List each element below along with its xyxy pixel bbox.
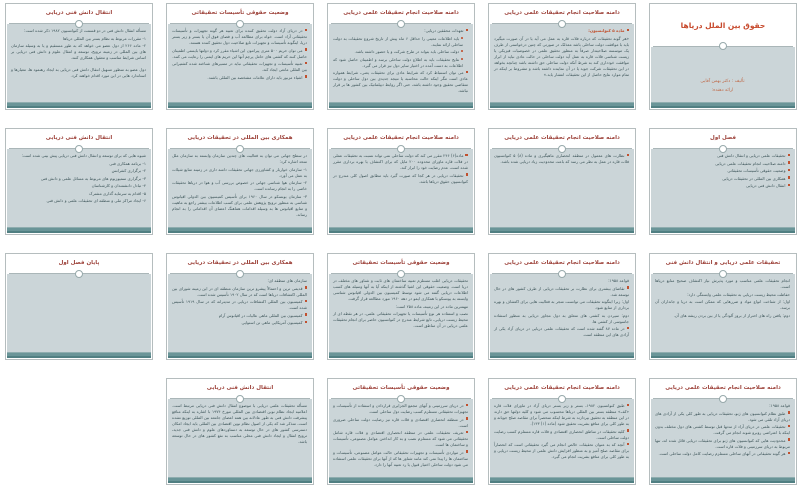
slide-footer-bar	[329, 352, 473, 358]
slide-thumbnail-2[interactable]	[488, 3, 636, 110]
divider-circle-icon	[719, 395, 727, 403]
bullet-marker-icon	[305, 300, 308, 303]
body-line	[333, 278, 468, 302]
bullet-marker-icon	[305, 313, 308, 316]
slide-footer-bar	[651, 477, 795, 483]
bullet-marker-icon	[627, 154, 630, 157]
slide-title: دامنه صلاحیت انجام تحقیقات علمی دریایی	[504, 260, 620, 267]
body-line	[655, 403, 790, 409]
body-text: در سطح جهانی می توان به فعالیت های چندین سازمان وابسته به سازمان ملل متحد اشاره کرد:	[172, 153, 307, 164]
body-line	[494, 403, 629, 427]
body-line	[172, 313, 307, 319]
slide-footer-bar	[490, 227, 634, 233]
body-text: تعبیه تأسیسات و تجهیزات تحقیقاتی نباید در مسیرهای شناخته شده کشتیرانی بین المللی مانعی ایجاد کند.	[172, 61, 307, 72]
body-line	[333, 450, 468, 468]
slide-footer-bar	[7, 227, 151, 233]
slide-thumbnail-13[interactable]	[327, 253, 475, 360]
body-text: تحقیقات علمی در دریای آزاد از مدتها قبل توسط کشتی های دول مختلف بدون اینکه با اعتراضی روبرو شوند انجام می گرفت.	[655, 424, 790, 435]
body-line	[655, 278, 790, 290]
body-line	[333, 57, 468, 69]
body-text: همکاری بین المللی در تحقیقات دریایی	[722, 175, 786, 181]
divider-circle-icon	[558, 20, 566, 28]
body-text: انجام تحقیقات علمی مناسب و مورد پذیرش نیاز اکتشاف صحیح منابع دریاها است.	[655, 278, 790, 289]
body-line	[172, 153, 307, 165]
slide-body	[329, 24, 473, 102]
body-text: قواعد ۱۹۵۸:	[769, 403, 790, 408]
slide-body	[168, 149, 312, 227]
body-text: اول: زیرا اینگونه تحقیقات می توانست منجر به فعالیت هایی برای اکتشاف و بهره برداری از منابع شود.	[494, 299, 629, 310]
body-line	[333, 430, 468, 448]
body-text: باید اطلاعات معینی را حداقل ۶ ماه پیش از تاریخ شروع تحقیقات به دولت ساحلی ارائه نمایند.	[333, 35, 463, 47]
slide-footer-bar	[168, 102, 312, 108]
slide-title: همکاری بین المللی در تحقیقات دریایی	[187, 260, 293, 267]
bullet-marker-icon	[788, 154, 791, 157]
bullet-marker-icon	[788, 438, 791, 441]
bullet-marker-icon	[627, 29, 630, 32]
divider-circle-icon	[558, 145, 566, 153]
body-text: دوم: یافتن راه های احتراز از بروز آلودگی یا از بین بردن ریشه های آن.	[673, 312, 790, 318]
slide-title: دامنه صلاحیت انجام تحقیقات علمی دریایی	[665, 385, 781, 392]
body-text: تعهدات محققین دریایی:	[424, 28, 464, 33]
slide-body	[7, 149, 151, 227]
body-text: در مواردی تأسیسات و تجهیزات تحقیقاتی حالت عوامل مصنوعی، تأسیسات و ساختمان ها را پیدا نمی کند مانند شناور ها که از آنها برای تحقیقات علمی استفاده می شود دولت ساحلی اختیار قبول یا رد تعبیه آنها را دارد.	[333, 449, 468, 467]
bullet-marker-icon	[627, 286, 630, 289]
slide-title: انتقال دانش فنی دریایی	[45, 135, 113, 142]
body-text: محدودیت هایی که کنوانسیون های ژنو برای تحقیقات دریایی قائل شده اند، تنها مربوط به دریای سرزمینی و فلات قاره است.	[655, 437, 790, 449]
divider-circle-icon	[558, 270, 566, 278]
slide-body	[490, 24, 634, 102]
body-text: در دریای سرزمینی و آبهای مجمع الجزایری قراردادن و استفاده از تأسیسات و تجهیزات تحقیقاتی مستلزم کسب رضایت دول ساحلی است.	[333, 403, 468, 414]
slide-title: دامنه صلاحیت انجام تحقیقات علمی دریایی	[343, 10, 459, 17]
body-line	[494, 429, 629, 441]
body-text: تحقیقات دریایی در هر کجا که صورت گیرد باید مطابق اصول کلی مندرج در کنوانسیون حقوق دریاها باشد.	[333, 172, 468, 184]
body-line	[655, 451, 790, 457]
slide-body	[168, 399, 312, 477]
slide-body	[7, 274, 151, 352]
body-line	[172, 286, 307, 298]
body-text: طبق نظام کنوانسیون های ژنو، تحقیقات دریایی به طور کلی یکی از آزادی های دریای آزاد تلقی می شود.	[655, 410, 790, 422]
bullet-marker-icon	[305, 48, 308, 51]
slide-thumbnail-19[interactable]	[166, 378, 314, 485]
body-line	[172, 61, 307, 73]
body-text: ۲- ماده ۲۶۶ از دول عضو می خواهد که به طور مستقیم و یا به وسیله سازمان های بین المللی در زمینه ترویج، توسعه و انتقال علوم و دانش فنی دریایی بر اساس شرایط مناسب و معقول همکاری کنند.	[11, 43, 146, 60]
slide-body	[490, 149, 634, 227]
body-line	[655, 183, 790, 189]
slide-body	[651, 274, 795, 352]
bullet-marker-icon	[466, 417, 469, 420]
body-line	[494, 153, 629, 165]
body-text: ۵- اقدام به سرمایه گذاری مشترک	[89, 190, 146, 196]
body-line	[655, 313, 790, 319]
bullet-marker-icon	[461, 37, 463, 39]
body-line	[172, 299, 307, 311]
slide-footer-bar	[651, 227, 795, 233]
bullet-marker-icon	[466, 173, 469, 176]
body-line	[11, 36, 146, 42]
body-text: تعریف تحقیقات علمی در منطقه انحصاری اقتصادی و فلات قاره شامل تحقیقاتی می شود که مستلزم نصب و به کار انداختن عوامل مصنوعی، تأسیسات و ساختمان ها است.	[333, 430, 468, 447]
body-line	[172, 48, 307, 60]
divider-circle-icon	[558, 395, 566, 403]
slide-thumbnail-6[interactable]	[649, 128, 797, 235]
slide-footer-bar	[329, 102, 473, 108]
slide-thumbnail-16[interactable]	[649, 378, 797, 485]
slide-footer-bar	[168, 477, 312, 483]
body-line	[655, 424, 790, 436]
divider-circle-icon	[719, 270, 727, 278]
body-text: قدیمی ترین و احتمالاً پیشرو ترین سازمان منطقه ای در این زمینه شورای بین المللی اکتشافات دریاها است که در سال ۱۹۰۲ تأسیس شده است.	[172, 285, 307, 297]
subtitle-line: ارائه دهنده:	[711, 88, 734, 94]
body-text: آنچه که به عنوان تحقیقات خالص انجام می گیرد تحقیقاتی است که انحصاراً برای مقاصد صلح آمیز و به منظور افزایش دانش علمی از محیط زیست دریایی و به طور کلی برای منافع بشریت انجام می گیرد.	[494, 442, 629, 459]
body-text: دول عضو به منظور تسهیل انتقال دانش فنی دریایی به ایجاد رهنمود ها، معیارها و استاندارد هایی در این مورد اقدام خواهند کرد.	[11, 67, 146, 78]
slide-thumbnail-14[interactable]	[166, 253, 314, 360]
bullet-marker-icon	[627, 327, 630, 330]
body-text: ۲- برگزاری کنفرانس	[111, 168, 146, 173]
body-text: انتقال دانش فنی دریایی	[746, 183, 786, 188]
body-text: وضعیت حقوقی تأسیسات تحقیقاتی	[727, 168, 786, 173]
divider-circle-icon	[236, 270, 244, 278]
divider-circle-icon	[397, 20, 405, 28]
slide-body	[168, 24, 312, 102]
slide-title: دامنه صلاحیت انجام تحقیقات علمی دریایی	[504, 10, 620, 17]
body-text: اشیاء مزبور باید دارای علامات مشخصه بین المللی باشند.	[207, 74, 303, 80]
body-line	[172, 167, 307, 179]
slide-footer-bar	[651, 352, 795, 358]
divider-circle-icon	[236, 395, 244, 403]
bullet-marker-icon	[627, 404, 630, 407]
body-text: مسأله تحقیقات علمی دریایی با موضوع انتقال دانش فنی دریایی مرتبط است. اعلامیه ایجاد نظام نوین اقتصادی بین المللی مورخ ۱۹۷۴ با اشاره به اینکه منافع پیشرفت دانش فنی به طور عادلانه بین همه اعضای جامعه بین المللی توزیع نشده است، متذکر شد که یکی از اصول نظام نوین اقتصادی بین المللی باید ایجاد امکان دسترسی کشور های در حال توسعه به دستاوردهای علوم و دانش فنی جدید، ترویج انتقال و ایجاد دانش فنی محلی مناسب به نفع کشور های در حال توسعه باشد.	[172, 403, 307, 444]
bullet-marker-icon	[461, 50, 463, 52]
slide-body	[490, 399, 634, 477]
slide-thumbnail-18[interactable]	[327, 378, 475, 485]
body-line	[11, 198, 146, 204]
body-text: ۴- تبادل دانشمندان و کارشناسان	[91, 183, 146, 188]
slide-thumbnail-5[interactable]	[5, 3, 153, 110]
slide-footer-bar	[7, 102, 151, 108]
body-line	[172, 278, 307, 284]
body-line	[11, 183, 146, 189]
body-line	[11, 67, 146, 79]
body-line	[655, 292, 790, 298]
body-text: در ماده ۸۷ گفته شده است که تحقیقات علمی دریایی در دریای آزاد یکی از آزادی های این منطقه است.	[494, 326, 629, 337]
body-text: مهمترین ماده در این زمینه، ماده ۲۵۸ است:	[395, 303, 468, 309]
divider-circle-icon	[397, 145, 405, 153]
body-text: کمیسیون آمریکایی ماهی تن استوایی	[241, 320, 303, 325]
body-text: تحقیقات دریایی اغلب مستلزم تعبیه ساختمان های ثابت و شناور های مختلف در دریا است. وضعیت حقوقی این اشیا گذشته از اینکه آیا به آنها وسیله های کسب اطلاعات دریایی گفته می شود توسط کمیسیون بین الدولی اقیانوس شناسی وابسته به یونسکو با همکاری ایمو در دهه ۱۹۶۰ مورد مطالعه قرار گرفت.	[333, 278, 468, 301]
body-line	[655, 153, 790, 159]
bullet-marker-icon	[466, 29, 469, 32]
bullet-marker-icon	[788, 161, 791, 164]
body-line	[655, 168, 790, 174]
body-text: سازمان های منطقه ای:	[267, 278, 307, 283]
slide-footer-bar	[329, 227, 473, 233]
slide-title: دامنه صلاحیت انجام تحقیقات علمی دریایی	[504, 385, 620, 392]
body-text: ماده(۶) ۲۴۶ مقرر می کند که دولت ساحلی نمی تواند نسبت به تحقیقات عملی در فلات قاره ماورای محدوده ۲۰۰ مایل که برای اکتشاف یا بهره برداری مقرر شده است، عدم رضایت خود را ابراز کند.	[333, 153, 468, 170]
body-text: دامنه صلاحیت انجام تحقیقات علمی دریایی	[715, 160, 786, 166]
body-text: ۱- برنامه همکاری فنی	[109, 160, 146, 166]
body-text: می توان حریم ۵۰۰ متری پیرامون این اشیاء مقرر کرد و دولتها بایستی اطمینان حاصل کنند که کشتی های حامل پرچم آنها این حریم های ایمنی را رعایت می کنند.	[172, 47, 307, 59]
body-text: در دریای آزاد دولت تحقیق کننده برای تعبیه هر گونه تجهیزات و تأسیسات تحقیقاتی آزاد است. خواه برای مطالعه آب و فضای فوق آن یا بستر و زیر بستر دریا، اینگونه تأسیسات و تجهیزات تابع صلاحیت دول تحقیق کننده هستند.	[172, 28, 307, 45]
slide-title: دامنه صلاحیت انجام تحقیقات علمی دریایی	[504, 135, 620, 142]
bullet-marker-icon	[627, 443, 630, 446]
body-line	[172, 75, 307, 81]
slide-body	[329, 274, 473, 352]
body-line	[333, 417, 468, 429]
body-line	[333, 70, 468, 94]
body-text: می توان استنباط کرد که شرایط عادی برای تحقیقات یعنی، شرایط همواره عادی است مگر اینکه حالت محاسبه یا نتیجه جدیدی بین دول ساحلی و دولت متقاضی تحقیق وجود داشته باشد، حتی اگر روابط دیپلماتیک بین کشور ها بر قرار نباشد.	[333, 70, 468, 93]
body-text: دوم: سپردن به کشتی های متعلق به دول مجاور دریایی به منظور استفاده جاسوسی از کشتی ها.	[494, 312, 629, 324]
bullet-marker-icon	[466, 431, 469, 434]
body-text: کمیسیون بین المللی ماهی عالیات در اقیانوس آرام	[218, 312, 303, 318]
slide-footer-bar	[329, 477, 473, 483]
body-line	[655, 161, 790, 167]
slide-title: وضعیت حقوقی تأسیسات تحقیقاتی	[352, 260, 450, 267]
slide-thumbnail-8[interactable]	[327, 128, 475, 235]
bullet-marker-icon	[465, 154, 468, 157]
body-line	[11, 176, 146, 182]
slide-footer-bar	[490, 102, 634, 108]
body-text: ۱- مقررات مربوط به نظام بستر بین المللی دریاها	[63, 35, 146, 41]
body-line	[11, 191, 146, 197]
bullet-marker-icon	[305, 29, 308, 32]
body-line	[333, 173, 468, 185]
body-line	[11, 43, 146, 61]
slide-thumbnail-15[interactable]	[5, 253, 153, 360]
body-text: مسأله انتقال دانش فنی در دو قسمت از کنوانسیون ۱۹۸۲ ذکر شده است:	[24, 28, 146, 33]
body-line	[333, 403, 468, 415]
slide-title: وضعیت حقوقی تأسیسات تحقیقاتی	[352, 385, 450, 392]
divider-circle-icon	[75, 270, 83, 278]
body-line	[655, 438, 790, 450]
body-text: شیوه هایی که برای توسعه و انتقال دانش فنی دریایی پیش بینی شده است:	[21, 153, 146, 158]
body-line	[11, 161, 146, 167]
body-text: تقاضای بیشتری برای نظارت بر تحقیقات دریایی از طرف کشور های در حال توسعه شد.	[494, 285, 629, 297]
body-text: کمیسیون بین المللی اکتشافات دریایی در مدیترانه که در سال ۱۹۱۹ تأسیس شده است.	[172, 299, 307, 310]
divider-circle-icon	[75, 20, 83, 28]
body-text: ۳- سازمان یونسکو در سال ۱۹۶۰ برای تأسیس کمیسیون بین الدولی اقیانوس شناسی به منظور ترویج پژوهش علمی برای کسب اطلاعات بیشتر راجع به ماهیت و منابع اقیانوس ها به وسیله اقدامات هماهنگ اعضای آن اقداماتی را به انجام رساند.	[172, 193, 307, 217]
slide-footer-bar	[168, 352, 312, 358]
body-text: هر گونه تحقیقاتی در آبهای ساحلی مستلزم رضایت کامل دولت ساحلی است.	[658, 451, 786, 456]
body-line	[333, 36, 468, 48]
slide-title: تحقیقات علمی دریایی و انتقال دانش فنی	[665, 260, 781, 267]
body-line	[172, 194, 307, 218]
slide-footer-bar	[490, 477, 634, 483]
slide-thumbnail-3[interactable]	[327, 3, 475, 110]
divider-circle-icon	[719, 145, 727, 153]
slide-body	[329, 399, 473, 477]
slide-body	[490, 274, 634, 352]
divider-circle-icon	[397, 270, 405, 278]
bullet-marker-icon	[466, 404, 469, 407]
slide-title: پایان فصل اول	[58, 260, 100, 267]
slide-footer-bar	[651, 102, 795, 108]
bullet-marker-icon	[788, 411, 791, 414]
slide-thumbnail-17[interactable]	[488, 378, 636, 485]
body-text: دولت ساحلی باید بتواند در طرح شرکت و یا حضور داشته باشد.	[354, 49, 460, 54]
bullet-marker-icon	[305, 321, 308, 324]
slide-footer-bar	[490, 352, 634, 358]
divider-circle-icon	[397, 395, 405, 403]
slide-title: انتقال دانش فنی دریایی	[206, 385, 274, 392]
bullet-marker-icon	[788, 176, 791, 179]
slide-thumbnail-9[interactable]	[166, 128, 314, 235]
body-text: ۳- برگزاری سمپوزیوم های مربوط به مسائل علمی و دانش فنی	[40, 175, 146, 181]
body-line	[494, 278, 629, 284]
slide-body	[651, 149, 795, 227]
body-text: کلیه تحقیقات در مناطق انحصاری اقتصادی و فلات قاره مستلزم کسب رضایت دولت ساحلی است.	[494, 428, 629, 440]
slide-title: دامنه صلاحیت انجام تحقیقات علمی دریایی	[343, 135, 459, 142]
body-line	[333, 311, 468, 329]
body-text: در منطقه انحصاری اقتصادی و فلات قاره نیز رضایت دولت ساحلی ضروری است.	[333, 416, 468, 428]
body-line	[494, 286, 629, 298]
body-line	[172, 403, 307, 445]
body-text: ۲- سازمان هوا شناسی جهانی در خصوص بررسی آب و هوا در دریاها تحقیقات خاصی را به انجام رسانده است.	[172, 180, 307, 191]
slide-title: همکاری بین المللی در تحقیقات دریایی	[187, 135, 293, 142]
bullet-marker-icon	[461, 58, 463, 60]
body-text: اول: از شناخت انواع مواد و ضررهایی که ممکن است به دریا و جانداران آن برسد.	[655, 299, 790, 310]
body-text: حفاظت محیط زیست دریایی به تحقیقات علمی وابستگی دارد:	[687, 291, 790, 297]
body-line	[172, 320, 307, 326]
bullet-marker-icon	[788, 169, 791, 172]
body-text: نصب و استفاده هر نوع تأسیسات یا تجهیزات تحقیقاتی علمی، در هر نقطه ای از محیط زیست دریایی، تابع شرایط مندرج در کنوانسیون حاضر برای انجام تحقیقات علمی دریایی در آن مناطق است.	[333, 311, 468, 328]
body-line	[11, 153, 146, 159]
body-line	[172, 180, 307, 192]
body-text: ۱- سازمان خواربار و کشاورزی جهانی تحقیقات دامنه داری در زمینه منابع شیلات به عمل می آورد.	[172, 166, 307, 178]
slide-title: انتقال دانش فنی دریایی	[45, 10, 113, 17]
body-text: ۶- ایجاد مراکز ملی و منطقه ای تحقیقات علمی و دانش فنی	[46, 198, 146, 203]
body-text: «هر گونه تحقیقات که درباره فلات قاره به عمل می آید یا در آن صورت میگیرد باید با موافقت دولت ساحلی باشد معذلک در صورتی که چنین درخواستی از طرف یک موسسه صلاحیتدار صرفاً به منظور تحقیق علمی در خصوصیات فیزیکی یا زیست شناسی فلات قاره به عمل آید دولت ساحلی در حالت عادی نباید از ابراز موافقت خودداری کند به شرط آنکه دولت ساحلی حق داشته باشد چنانچه بخواهد در این تحقیقات شرکت جوید یا در آن نماینده داشته باشد و مشروط بر اینکه در تمام موارد نتایج حاصل از این تحقیقات انتشار یابد.»	[494, 35, 629, 77]
subtitle-line: تألیف : دکتر بهمن آقایی	[700, 78, 745, 84]
slide-thumbnail-7[interactable]	[488, 128, 636, 235]
slide-thumbnail-12[interactable]	[488, 253, 636, 360]
bullet-marker-icon	[788, 452, 791, 455]
body-line	[655, 299, 790, 311]
body-line	[494, 313, 629, 325]
divider-circle-icon	[236, 145, 244, 153]
body-text: ماده ۵ کنوانسیون:	[588, 28, 625, 33]
body-text: تحقیقات علمی دریایی و انتقال دانش فنی	[717, 153, 786, 158]
body-line	[655, 176, 790, 182]
bullet-marker-icon	[305, 286, 308, 289]
body-line	[333, 49, 468, 55]
bullet-marker-icon	[788, 425, 791, 428]
bullet-marker-icon	[788, 184, 791, 187]
bullet-marker-icon	[466, 450, 469, 453]
bullet-marker-icon	[305, 75, 308, 78]
body-line	[172, 28, 307, 46]
body-line	[333, 153, 468, 171]
bullet-marker-icon	[627, 429, 630, 432]
body-text: طبق کنوانسیون ۱۹۸۲، بستر و زیر بستر دریای آزاد در ماورای فلات قاره «کف» منطقه بستر بین المللی دریاها محسوب می شود و کلیه دولتها حق دارند در این منطقه به تحقیق بپردازند به شرط اینکه منحصراً برای مقاصد صلح جویانه و به طور کلی برای منافع بشریت تحقیق شود (ماده (۱) ۱۴۳).	[494, 403, 629, 426]
divider-circle-icon	[236, 20, 244, 28]
bullet-marker-icon	[305, 62, 308, 65]
slide-footer-bar	[7, 352, 151, 358]
slide-title: فصل اول	[710, 135, 736, 142]
slide-footer-bar	[168, 227, 312, 233]
slide-thumbnail-10[interactable]	[5, 128, 153, 235]
body-text: نظارت های معمول در منطقه انحصاری ماهیگیری و ماده (۸) ۵ کنوانسیون فلات قاره در عمل به نظر می رسد که باعث محدودیت زیاد دریایی شده باشد.	[494, 153, 629, 164]
body-line	[494, 36, 629, 78]
deck-title: حقوق بین الملل دریاها	[680, 21, 766, 30]
body-line	[494, 299, 629, 311]
body-line	[11, 168, 146, 174]
slide-thumbnail-1[interactable]	[649, 3, 797, 110]
slide-title: وضعیت حقوقی تأسیسات تحقیقاتی	[191, 10, 289, 17]
body-line	[11, 28, 146, 34]
slide-body	[651, 399, 795, 477]
body-line	[494, 28, 629, 34]
body-line	[333, 28, 468, 34]
bullet-marker-icon	[466, 71, 469, 74]
body-line	[655, 411, 790, 423]
body-line	[333, 304, 468, 310]
slide-thumbnail-4[interactable]	[166, 3, 314, 110]
body-line	[494, 326, 629, 338]
slide-subtitle-area	[651, 47, 795, 102]
body-text: نتایج تحقیقات باید به اطلاع دولت ساحلی برسد و اطمینان حاصل شود که اطلاعات به دست آمده در اختیار سایر دول نیز قرار می گیرد.	[333, 56, 463, 68]
divider-circle-icon	[719, 42, 727, 50]
body-text: قواعد ۱۹۵۸:	[608, 278, 629, 283]
slide-body	[168, 274, 312, 352]
slide-body	[329, 149, 473, 227]
slide-body	[7, 24, 151, 102]
slide-thumbnail-11[interactable]	[649, 253, 797, 360]
divider-circle-icon	[75, 145, 83, 153]
body-line	[494, 442, 629, 460]
